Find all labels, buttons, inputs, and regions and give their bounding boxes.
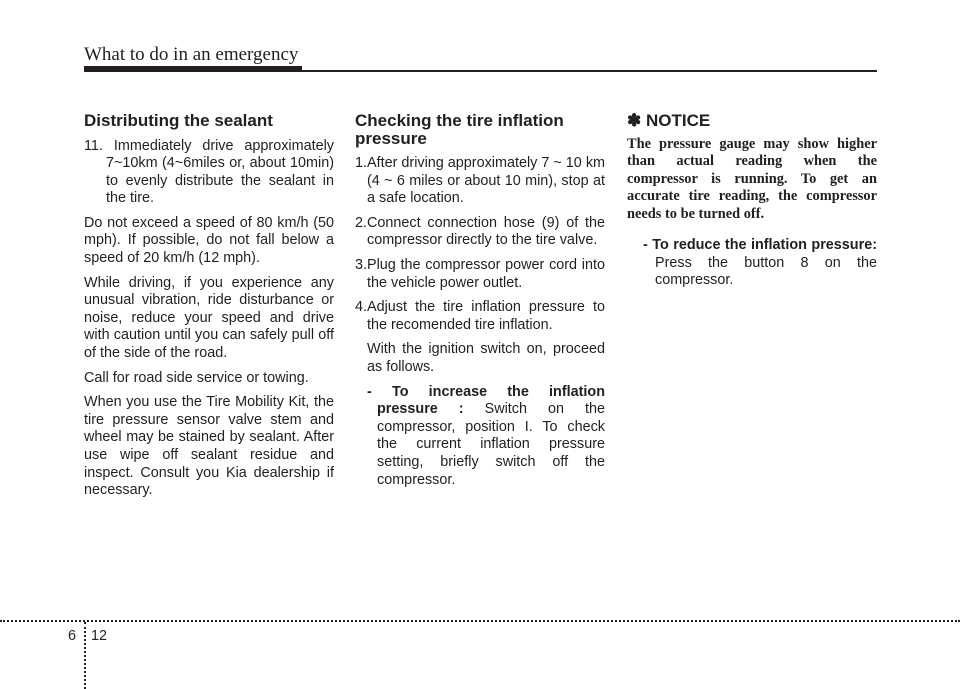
page-number: 12 [91, 628, 108, 644]
header-rule [84, 70, 877, 72]
notice-heading: ✽ NOTICE [627, 111, 711, 130]
increase-pressure-item [355, 384, 605, 490]
increase-pressure-text: Switch on the compressor, position I. To check the current inflation pressure setting, briefly switch off the compressor. [377, 401, 605, 488]
step-3: 3.Plug the compressor power cord into the vehicle power outlet. [355, 256, 605, 291]
column-notice [627, 112, 877, 297]
step-4-sub: With the ignition switch on, proceed as follows. [367, 341, 605, 375]
chapter-number: 6 [68, 628, 77, 644]
footer-divider [84, 622, 86, 689]
column-sealant [84, 112, 334, 507]
footer-rule [0, 620, 960, 622]
step-1: 1.After driving approximately 7 ~ 10 km (4 ~ 6 miles or about 10 min), stop at a safe location. [355, 155, 605, 207]
heading-checking-inflation: Checking the tire inflation pressure [355, 111, 564, 148]
step-2: 2.Connect connection hose (9) of the compressor directly to the tire valve. [355, 214, 605, 249]
reduce-pressure-label: - To reduce the inflation pressure: [643, 237, 877, 254]
mobility-kit-paragraph: When you use the Tire Mobility Kit, the tire pressure sensor valve stem and wheel may be stained by sealant. After use wipe off sealant residue and inspect. Consult you Kia dealership if necessary. [84, 394, 334, 499]
reduce-pressure-text: Press the button 8 on the compressor. [655, 254, 877, 289]
step-11: 11. Immediately drive approximately 7~10km (4~6miles or, about 10min) to evenly distribute the sealant in the tire. [84, 137, 334, 207]
heading-distributing-sealant: Distributing the sealant [84, 111, 273, 130]
service-paragraph: Call for road side service or towing. [84, 369, 309, 386]
speed-paragraph: Do not exceed a speed of 80 km/h (50 mph). If possible, do not fall below a speed of 20 km/h (12 mph). [84, 214, 334, 267]
increase-pressure-label: - To increase the inflation pressure : [367, 383, 605, 418]
step-4: 4.Adjust the tire inflation pressure to the recomended tire inflation. [355, 299, 605, 333]
reduce-pressure-item [633, 237, 877, 290]
section-title: What to do in an emergency [84, 44, 299, 65]
vibration-paragraph: While driving, if you experience any unusual vibration, ride disturbance or noise, reduce your speed and drive with caution until you can safely pull off of the side of the road. [84, 274, 334, 362]
column-inflation [355, 112, 605, 496]
notice-body: The pressure gauge may show higher than actual reading when the compressor is running. To get an accurate tire reading, the compressor needs to be turned off. [627, 135, 877, 222]
